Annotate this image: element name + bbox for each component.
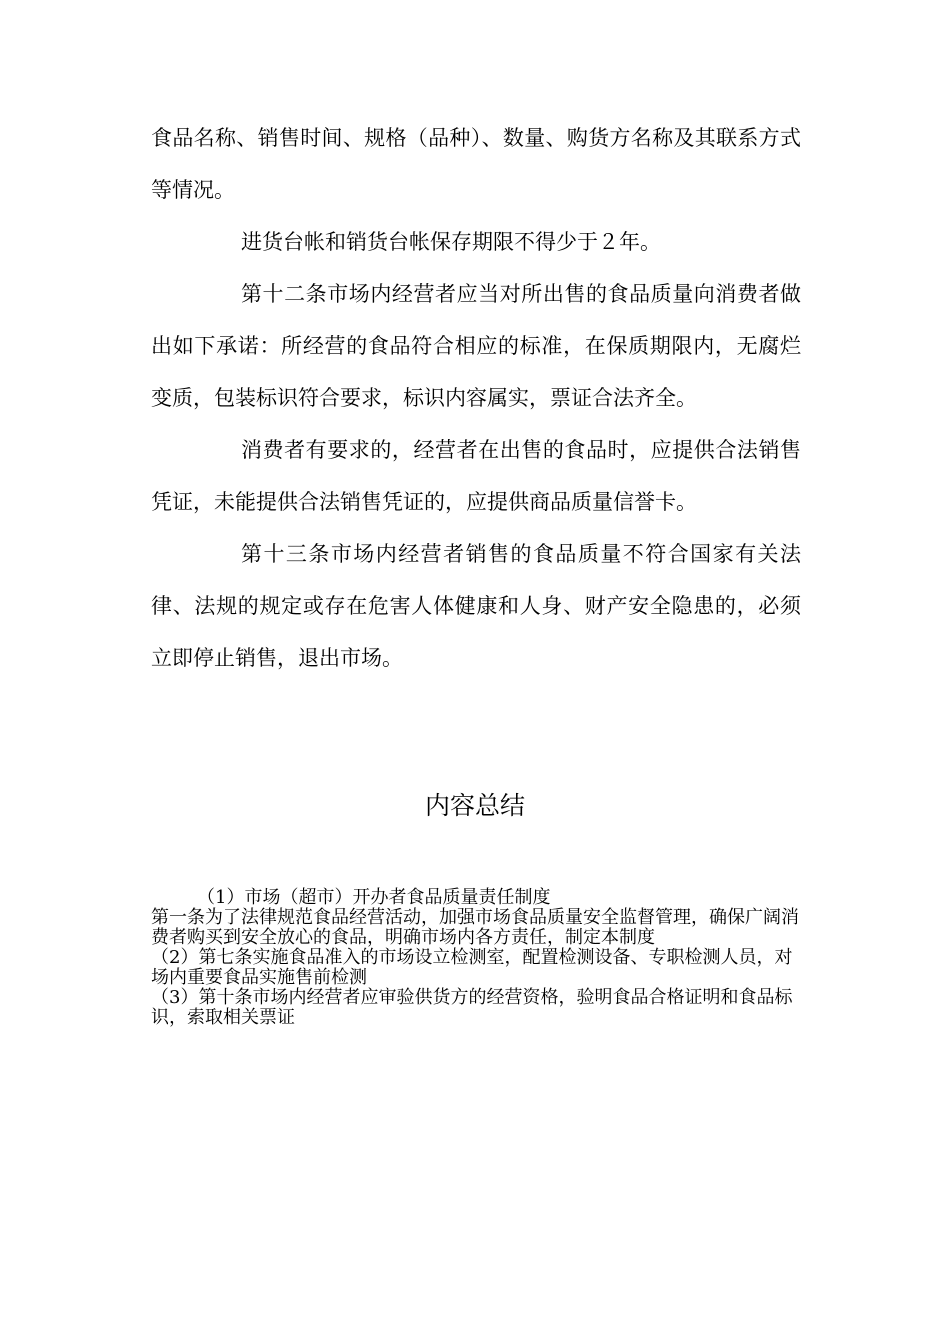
paragraph-article-12: 第十二条市场内经营者应当对所出售的食品质量向消费者做出如下承诺：所经营的食品符合相应的标准，在保质期限内，无腐烂变质，包装标识符合要求，标识内容属实，票证合法齐全。 <box>151 282 801 410</box>
body-text <box>151 112 801 684</box>
summary-item: （3）第十条市场内经营者应审验供货方的经营资格，验明食品合格证明和食品标识，索取相关票证 <box>151 987 793 1028</box>
summary-item: 第一条为了法律规范食品经营活动，加强市场食品质量安全监督管理，确保广阔消费者购买到安全放心的食品，明确市场内各方责任，制定本制度 <box>151 907 799 948</box>
summary-item: （1）市场（超市）开办者食品质量责任制度 <box>197 887 551 908</box>
paragraph-sales-receipt: 消费者有要求的，经营者在出售的食品时，应提供合法销售凭证，未能提供合法销售凭证的，应提供商品质量信誉卡。 <box>151 438 801 514</box>
summary-block <box>151 888 801 1028</box>
paragraph-ledger-retention: 进货台帐和销货台帐保存期限不得少于２年。 <box>241 230 661 254</box>
paragraph-continuation: 食品名称、销售时间、规格（品种）、数量、购货方名称及其联系方式等情况。 <box>151 126 801 202</box>
summary-title: 内容总结 <box>424 791 525 820</box>
paragraph-article-13: 第十三条市场内经营者销售的食品质量不符合国家有关法律、法规的规定或存在危害人体健康和人身、财产安全隐患的，必须立即停止销售，退出市场。 <box>151 542 801 670</box>
summary-item: （2）第七条实施食品准入的市场设立检测室，配置检测设备、专职检测人员，对场内重要食品实施售前检测 <box>151 947 793 988</box>
